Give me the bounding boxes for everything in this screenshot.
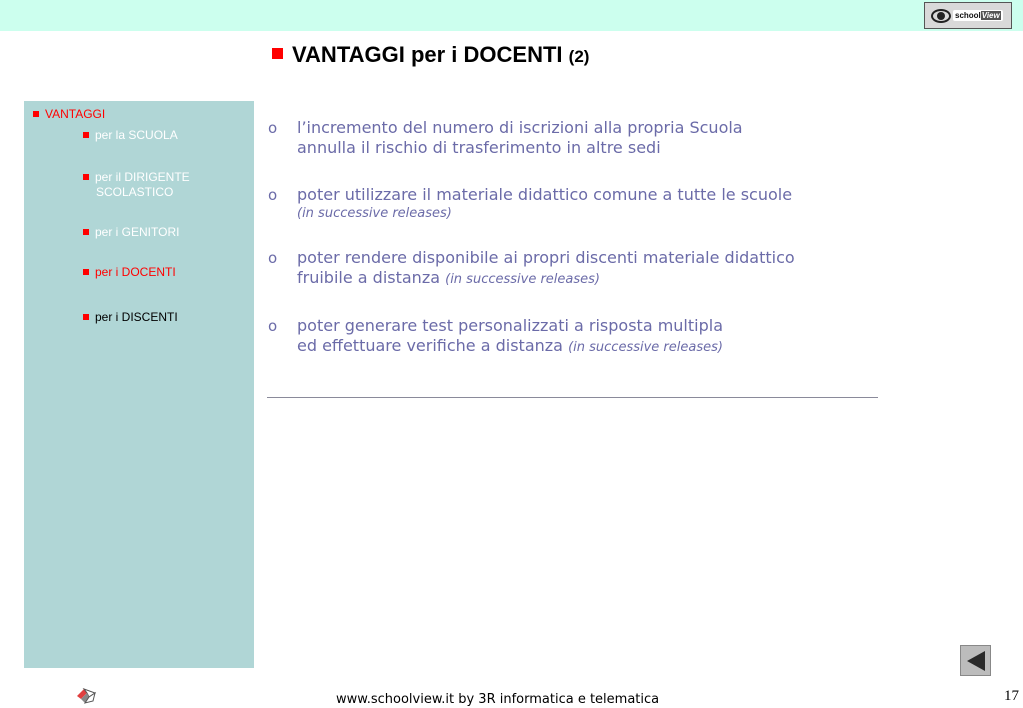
sidebar-item-discenti[interactable]	[83, 310, 178, 325]
sidebar-item-label: VANTAGGI	[45, 107, 106, 121]
bullet-icon	[83, 229, 89, 235]
bullet-marker: o	[268, 119, 278, 137]
bullet-text-line2: fruibile a distanza	[297, 268, 441, 287]
logo-text: schoolView	[953, 10, 1003, 21]
top-bar	[0, 0, 1023, 31]
bullet-text: poter generare test personalizzati a risposta multipla	[297, 316, 723, 335]
divider	[267, 397, 878, 398]
bullet-text: poter rendere disponibile ai propri discenti materiale didattico	[297, 248, 795, 267]
bullet-icon	[83, 132, 89, 138]
slide-title	[272, 42, 589, 68]
bullet-text: poter utilizzare il materiale didattico comune a tutte le scuole	[297, 185, 793, 204]
sidebar-item-scuola[interactable]	[83, 128, 178, 143]
bullet-icon	[83, 174, 89, 180]
3r-logo-icon	[75, 687, 97, 705]
bullet-marker: o	[268, 249, 278, 267]
sidebar-item-label-line2: SCOLASTICO	[96, 185, 174, 199]
bullet-text-line2: annulla il rischio di trasferimento in altre sedi	[297, 138, 661, 157]
sidebar-item-label: per i DISCENTI	[95, 310, 178, 324]
eye-logo-icon	[931, 9, 951, 23]
schoolview-logo[interactable]	[924, 2, 1012, 29]
footer-text: www.schoolview.it by 3R informatica e telematica	[336, 692, 660, 707]
bullet-note: (in successive releases)	[297, 206, 452, 221]
title-suffix: (2)	[568, 47, 590, 66]
bullet-note: (in successive releases)	[445, 272, 601, 287]
sidebar-item-label: per il DIRIGENTE	[95, 170, 190, 184]
back-arrow-icon[interactable]	[960, 645, 991, 676]
title-main: VANTAGGI per i DOCENTI	[292, 42, 563, 67]
sidebar-item-label: per i DOCENTI	[95, 265, 176, 279]
bullet-marker: o	[268, 186, 278, 204]
sidebar-item-label: per i GENITORI	[95, 225, 180, 239]
bullet-icon	[83, 269, 89, 275]
bullet-note: (in successive releases)	[568, 340, 723, 355]
bullet-icon	[83, 314, 89, 320]
sidebar-item-dirigente[interactable]	[83, 170, 190, 200]
title-bullet-icon	[272, 48, 283, 59]
sidebar-item-genitori[interactable]	[83, 225, 179, 240]
sidebar-item-vantaggi[interactable]	[33, 107, 105, 122]
bullet-text: l’incremento del numero di iscrizioni alla propria Scuola	[297, 118, 743, 137]
sidebar-item-label: per la SCUOLA	[95, 128, 178, 142]
bullet-marker: o	[268, 317, 278, 335]
sidebar-item-docenti[interactable]	[83, 265, 176, 280]
page-number: 17	[1004, 688, 1019, 704]
bullet-text-line2: ed effettuare verifiche a distanza	[297, 336, 563, 355]
bullet-icon	[33, 111, 39, 117]
